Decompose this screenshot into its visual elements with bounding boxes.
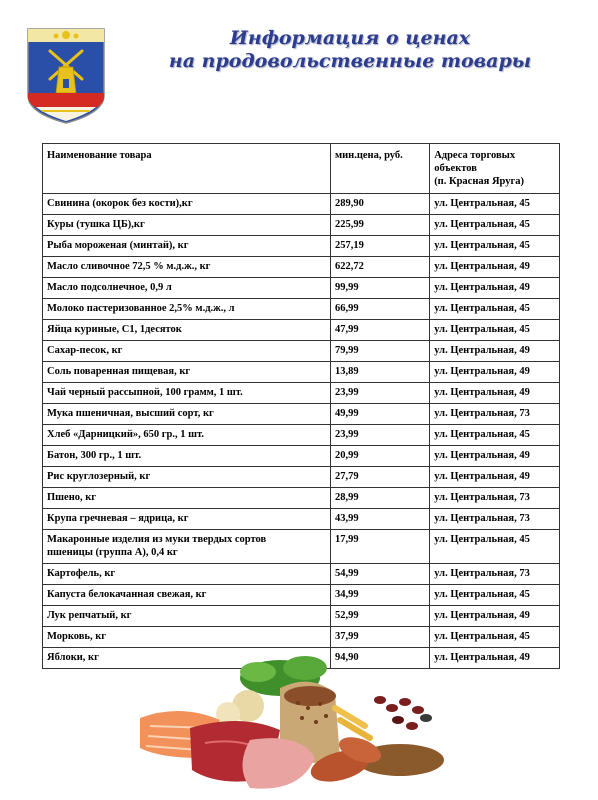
product-name-cell xyxy=(43,194,331,215)
min-price-cell: 94,90 xyxy=(330,648,429,669)
product-name: Мука пшеничная, высший сорт, кг xyxy=(47,408,214,419)
min-price-cell: 23,99 xyxy=(330,425,429,446)
address-cell: ул. Центральная, 49 xyxy=(430,606,560,627)
table-row xyxy=(43,194,560,215)
header-address-line-3: (п. Красная Яруга) xyxy=(434,176,525,187)
product-name: Крупа гречневая – ядрица, кг xyxy=(47,513,189,524)
product-name-cell xyxy=(43,236,331,257)
table-row xyxy=(43,320,560,341)
product-name-cell xyxy=(43,215,331,236)
table-row xyxy=(43,362,560,383)
product-name-cell xyxy=(43,404,331,425)
product-name: Батон, 300 гр., 1 шт. xyxy=(47,450,142,461)
min-price-cell: 49,99 xyxy=(330,404,429,425)
product-name-cell xyxy=(43,530,331,564)
product-name: Масло сливочное 72,5 % м.д.ж., кг xyxy=(47,261,211,272)
onion-icon xyxy=(216,690,264,726)
product-name-cell xyxy=(43,278,331,299)
table-row xyxy=(43,278,560,299)
address-cell: ул. Центральная, 45 xyxy=(430,215,560,236)
food-products-illustration xyxy=(130,648,470,798)
product-name: Сахар-песок, кг xyxy=(47,345,123,356)
product-name: Морковь, кг xyxy=(47,631,107,642)
table-row xyxy=(43,585,560,606)
product-name: Лук репчатый, кг xyxy=(47,610,132,621)
address-cell: ул. Центральная, 49 xyxy=(430,362,560,383)
product-name: Пшено, кг xyxy=(47,492,97,503)
product-name-cell xyxy=(43,362,331,383)
product-name-cell xyxy=(43,299,331,320)
product-name: Куры (тушка ЦБ),кг xyxy=(47,219,145,230)
header-address xyxy=(430,144,560,194)
product-name: Капуста белокачанная свежая, кг xyxy=(47,589,207,600)
coat-of-arms-icon xyxy=(26,27,106,125)
pasta-icon xyxy=(335,708,370,738)
min-price-cell: 23,99 xyxy=(330,383,429,404)
table-row xyxy=(43,215,560,236)
address-cell: ул. Центральная, 49 xyxy=(430,446,560,467)
table-row xyxy=(43,530,560,564)
product-name-cell xyxy=(43,467,331,488)
address-cell: ул. Центральная, 73 xyxy=(430,404,560,425)
table-row xyxy=(43,236,560,257)
product-name-cell xyxy=(43,446,331,467)
product-name: Масло подсолнечное, 0,9 л xyxy=(47,282,172,293)
title-line-2: на продовольственные товары xyxy=(168,50,532,72)
address-cell: ул. Центральная, 45 xyxy=(430,194,560,215)
address-cell: ул. Центральная, 45 xyxy=(430,425,560,446)
product-name-cell xyxy=(43,425,331,446)
table-row xyxy=(43,299,560,320)
table-row xyxy=(43,488,560,509)
address-cell: ул. Центральная, 45 xyxy=(430,530,560,564)
product-name-cell xyxy=(43,383,331,404)
table-row xyxy=(43,446,560,467)
table-row xyxy=(43,425,560,446)
address-cell: ул. Центральная, 45 xyxy=(430,236,560,257)
address-cell: ул. Центральная, 49 xyxy=(430,467,560,488)
table-row xyxy=(43,564,560,585)
price-table xyxy=(42,143,560,669)
table-row xyxy=(43,383,560,404)
beans-icon xyxy=(374,696,432,730)
min-price-cell: 54,99 xyxy=(330,564,429,585)
address-cell: ул. Центральная, 73 xyxy=(430,564,560,585)
page-title xyxy=(150,27,550,73)
product-name-cell xyxy=(43,606,331,627)
table-row xyxy=(43,509,560,530)
table-row xyxy=(43,341,560,362)
product-name: Чай черный рассыпной, 100 грамм, 1 шт. xyxy=(47,387,243,398)
product-name: Хлеб «Дарницкий», 650 гр., 1 шт. xyxy=(47,429,204,440)
table-row xyxy=(43,606,560,627)
address-cell: ул. Центральная, 49 xyxy=(430,257,560,278)
min-price-cell: 13,89 xyxy=(330,362,429,383)
address-cell: ул. Центральная, 45 xyxy=(430,320,560,341)
table-row xyxy=(43,467,560,488)
table-row xyxy=(43,257,560,278)
table-row xyxy=(43,627,560,648)
address-cell: ул. Центральная, 73 xyxy=(430,509,560,530)
product-name-cell xyxy=(43,627,331,648)
product-name-cell xyxy=(43,585,331,606)
product-name-cell xyxy=(43,341,331,362)
address-cell: ул. Центральная, 49 xyxy=(430,383,560,404)
product-name-continued: пшеницы (группа А), 0,4 кг xyxy=(47,547,178,558)
min-price-cell: 52,99 xyxy=(330,606,429,627)
product-name: Свинина (окорок без кости),кг xyxy=(47,198,193,209)
product-name: Картофель, кг xyxy=(47,568,116,579)
address-cell: ул. Центральная, 49 xyxy=(430,648,560,669)
product-name-cell xyxy=(43,509,331,530)
min-price-cell: 622,72 xyxy=(330,257,429,278)
address-cell: ул. Центральная, 49 xyxy=(430,341,560,362)
min-price-cell: 28,99 xyxy=(330,488,429,509)
min-price-cell: 225,99 xyxy=(330,215,429,236)
min-price-cell: 17,99 xyxy=(330,530,429,564)
address-cell: ул. Центральная, 73 xyxy=(430,488,560,509)
product-name-cell xyxy=(43,257,331,278)
min-price-cell: 289,90 xyxy=(330,194,429,215)
title-line-1: Информация о ценах xyxy=(229,27,471,49)
header-address-line-2: объектов xyxy=(434,163,477,174)
table-row xyxy=(43,404,560,425)
table-header-row xyxy=(43,144,560,194)
header-product-name: Наименование товара xyxy=(43,144,331,194)
min-price-cell: 47,99 xyxy=(330,320,429,341)
product-name: Яблоки, кг xyxy=(47,652,99,663)
product-name: Яйца куриные, С1, 1десяток xyxy=(47,324,182,335)
product-name-cell xyxy=(43,320,331,341)
address-cell: ул. Центральная, 45 xyxy=(430,299,560,320)
product-name: Молоко пастеризованное 2,5% м.д.ж., л xyxy=(47,303,235,314)
min-price-cell: 43,99 xyxy=(330,509,429,530)
product-name: Рис круглозерный, кг xyxy=(47,471,151,482)
min-price-cell: 34,99 xyxy=(330,585,429,606)
header-address-line-1: Адреса торговых xyxy=(434,150,516,161)
address-cell: ул. Центральная, 45 xyxy=(430,585,560,606)
product-name-cell xyxy=(43,564,331,585)
min-price-cell: 66,99 xyxy=(330,299,429,320)
product-name: Макаронные изделия из муки твердых сортов xyxy=(47,534,267,545)
product-name-cell xyxy=(43,488,331,509)
min-price-cell: 99,99 xyxy=(330,278,429,299)
header-min-price: мин.цена, руб. xyxy=(330,144,429,194)
address-cell: ул. Центральная, 49 xyxy=(430,278,560,299)
product-name: Соль поваренная пищевая, кг xyxy=(47,366,191,377)
min-price-cell: 257,19 xyxy=(330,236,429,257)
min-price-cell: 27,79 xyxy=(330,467,429,488)
min-price-cell: 37,99 xyxy=(330,627,429,648)
min-price-cell: 20,99 xyxy=(330,446,429,467)
address-cell: ул. Центральная, 45 xyxy=(430,627,560,648)
product-name: Рыба мороженая (минтай), кг xyxy=(47,240,189,251)
min-price-cell: 79,99 xyxy=(330,341,429,362)
